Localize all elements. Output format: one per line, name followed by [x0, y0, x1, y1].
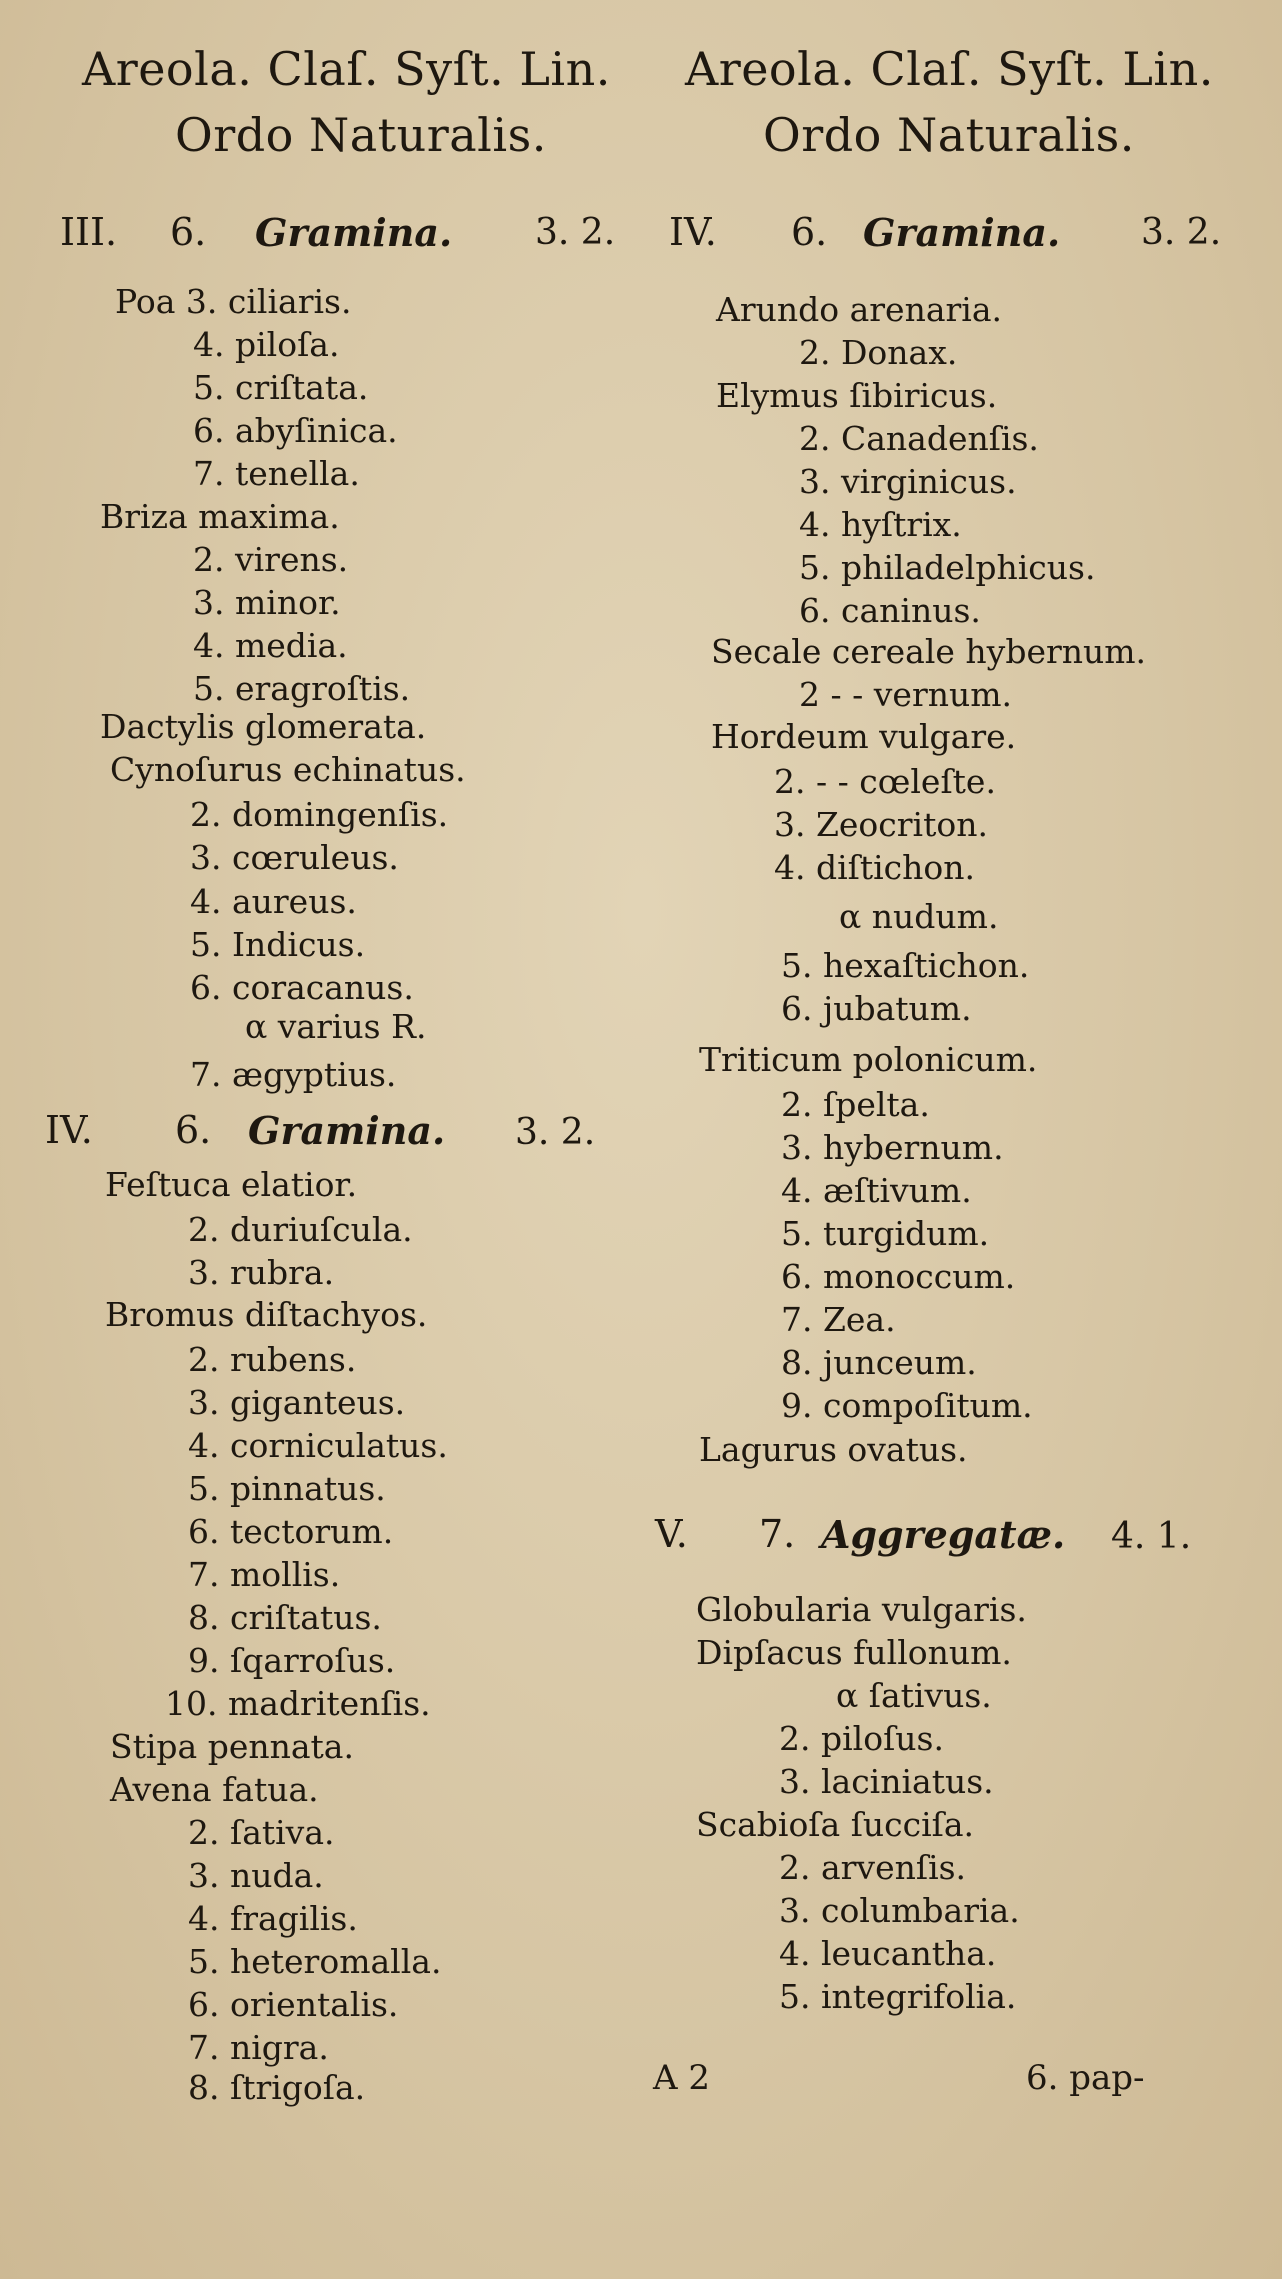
entry: 4. leucantha. — [779, 1934, 997, 1973]
entry: 3. virginicus. — [799, 462, 1017, 501]
entry: Elymus ſibiricus. — [716, 376, 998, 415]
left-section-iv-areola: IV. — [45, 1108, 93, 1152]
entry: Briza maxima. — [100, 497, 340, 536]
entry: 5. pinnatus. — [188, 1469, 386, 1508]
right-column — [641, 0, 1282, 2279]
entry: 7. Zea. — [781, 1300, 896, 1339]
entry: Triticum polonicum. — [699, 1040, 1038, 1079]
entry: 9. compoſitum. — [781, 1386, 1033, 1425]
entry: 4. æſtivum. — [781, 1171, 972, 1210]
entry: 2. ſpelta. — [781, 1085, 930, 1124]
entry: 4. piloſa. — [193, 325, 340, 364]
left-header-line2: Ordo Naturalis. — [175, 108, 547, 162]
entry: 5. criſtata. — [193, 368, 369, 407]
entry: 4. hyſtrix. — [799, 505, 962, 544]
entry: 3. columbaria. — [779, 1891, 1020, 1930]
signature-mark: A 2 — [653, 2058, 710, 2098]
entry: 3. hybernum. — [781, 1128, 1004, 1167]
entry: Poa 3. ciliaris. — [115, 282, 352, 321]
right-section-v-class-ref: 4. 1. — [1111, 1516, 1192, 1557]
entry: 3. giganteus. — [188, 1383, 406, 1422]
left-section-iii-ordo-num: 6. — [170, 210, 207, 254]
entry: 2. duriuſcula. — [188, 1210, 413, 1249]
entry: 5. integrifolia. — [779, 1977, 1017, 2016]
entry: Globularia vulgaris. — [696, 1590, 1027, 1629]
right-section-iv-ordo-num: 6. — [791, 210, 828, 254]
left-section-iv-ordo-name: Gramina. — [248, 1108, 446, 1153]
entry: 8. junceum. — [781, 1343, 977, 1382]
entry: 6. jubatum. — [781, 989, 972, 1028]
entry: Dipſacus fullonum. — [696, 1633, 1012, 1672]
entry: 3. Zeocriton. — [774, 805, 988, 844]
entry: 5. heteromalla. — [188, 1942, 442, 1981]
entry: 10. madritenſis. — [165, 1684, 431, 1723]
right-section-iv-ordo-name: Gramina. — [863, 210, 1061, 255]
left-section-iii-ordo-name: Gramina. — [255, 210, 453, 255]
entry: 6. orientalis. — [188, 1985, 399, 2024]
entry: 3. cœruleus. — [190, 838, 399, 877]
entry: 9. ſqarroſus. — [188, 1641, 396, 1680]
entry: 4. fragilis. — [188, 1899, 358, 1938]
entry: 4. diſtichon. — [774, 848, 976, 887]
entry: Scabioſa ſucciſa. — [696, 1805, 975, 1844]
entry: 6. coracanus. — [190, 968, 414, 1007]
entry: 4. media. — [193, 626, 348, 665]
left-section-iii-areola: III. — [60, 210, 118, 254]
entry: 5. hexaſtichon. — [781, 946, 1030, 985]
entry: 2. virens. — [193, 540, 349, 579]
entry: Secale cereale hybernum. — [711, 632, 1147, 671]
entry: 8. criſtatus. — [188, 1598, 382, 1637]
entry: Cynoſurus echinatus. — [110, 750, 466, 789]
right-section-iv-areola: IV. — [669, 210, 717, 254]
entry: 3. rubra. — [188, 1253, 335, 1292]
entry: α nudum. — [839, 897, 999, 936]
entry: Arundo arenaria. — [716, 290, 1002, 329]
entry: 5. eragroſtis. — [193, 669, 411, 708]
catchword: 6. pap- — [1026, 2058, 1145, 2098]
entry: 8. ſtrigoſa. — [188, 2068, 366, 2107]
entry: Lagurus ovatus. — [699, 1430, 968, 1469]
left-section-iv-ordo-num: 6. — [175, 1108, 212, 1152]
entry: 7. nigra. — [188, 2028, 329, 2067]
entry: 2. piloſus. — [779, 1719, 944, 1758]
entry: 5. turgidum. — [781, 1214, 990, 1253]
entry: 2. - - cœleſte. — [774, 762, 996, 801]
entry: 6. tectorum. — [188, 1512, 394, 1551]
entry: 4. aureus. — [190, 882, 357, 921]
entry: 2. ſativa. — [188, 1813, 335, 1852]
left-header-line1: Areola. Claſ. Syſt. Lin. — [82, 42, 611, 96]
entry: Stipa pennata. — [110, 1727, 354, 1766]
entry: Dactylis glomerata. — [100, 707, 427, 746]
entry: 3. minor. — [193, 583, 341, 622]
entry: 2. Donax. — [799, 333, 958, 372]
entry: 7. ægyptius. — [190, 1055, 397, 1094]
entry: 5. philadelphicus. — [799, 548, 1096, 587]
entry: Feſtuca elatior. — [105, 1165, 358, 1204]
right-section-v-areola: V. — [655, 1512, 688, 1556]
entry: 2 - - vernum. — [799, 675, 1013, 714]
entry: 7. tenella. — [193, 454, 360, 493]
entry: 7. mollis. — [188, 1555, 341, 1594]
entry: 4. corniculatus. — [188, 1426, 448, 1465]
entry: 5. Indicus. — [190, 925, 366, 964]
entry: 3. laciniatus. — [779, 1762, 994, 1801]
right-section-v-ordo-num: 7. — [759, 1512, 796, 1556]
entry: 6. caninus. — [799, 591, 981, 630]
entry: Bromus diſtachyos. — [105, 1295, 428, 1334]
entry: α varius R. — [245, 1007, 427, 1046]
left-section-iii-class-ref: 3. 2. — [535, 212, 616, 253]
entry: 2. arvenſis. — [779, 1848, 967, 1887]
entry: 2. Canadenſis. — [799, 419, 1039, 458]
right-header-line1: Areola. Claſ. Syſt. Lin. — [685, 42, 1214, 96]
entry: 6. abyſinica. — [193, 411, 398, 450]
right-header-line2: Ordo Naturalis. — [763, 108, 1135, 162]
right-section-v-ordo-name: Aggregatæ. — [821, 1512, 1066, 1557]
entry: α ſativus. — [836, 1676, 992, 1715]
right-section-iv-class-ref: 3. 2. — [1141, 212, 1222, 253]
entry: 2. rubens. — [188, 1340, 357, 1379]
entry: Avena fatua. — [110, 1770, 319, 1809]
entry: 6. monoccum. — [781, 1257, 1016, 1296]
entry: Hordeum vulgare. — [711, 717, 1017, 756]
entry: 2. domingenſis. — [190, 795, 449, 834]
left-section-iv-class-ref: 3. 2. — [515, 1112, 596, 1153]
entry: 3. nuda. — [188, 1856, 324, 1895]
